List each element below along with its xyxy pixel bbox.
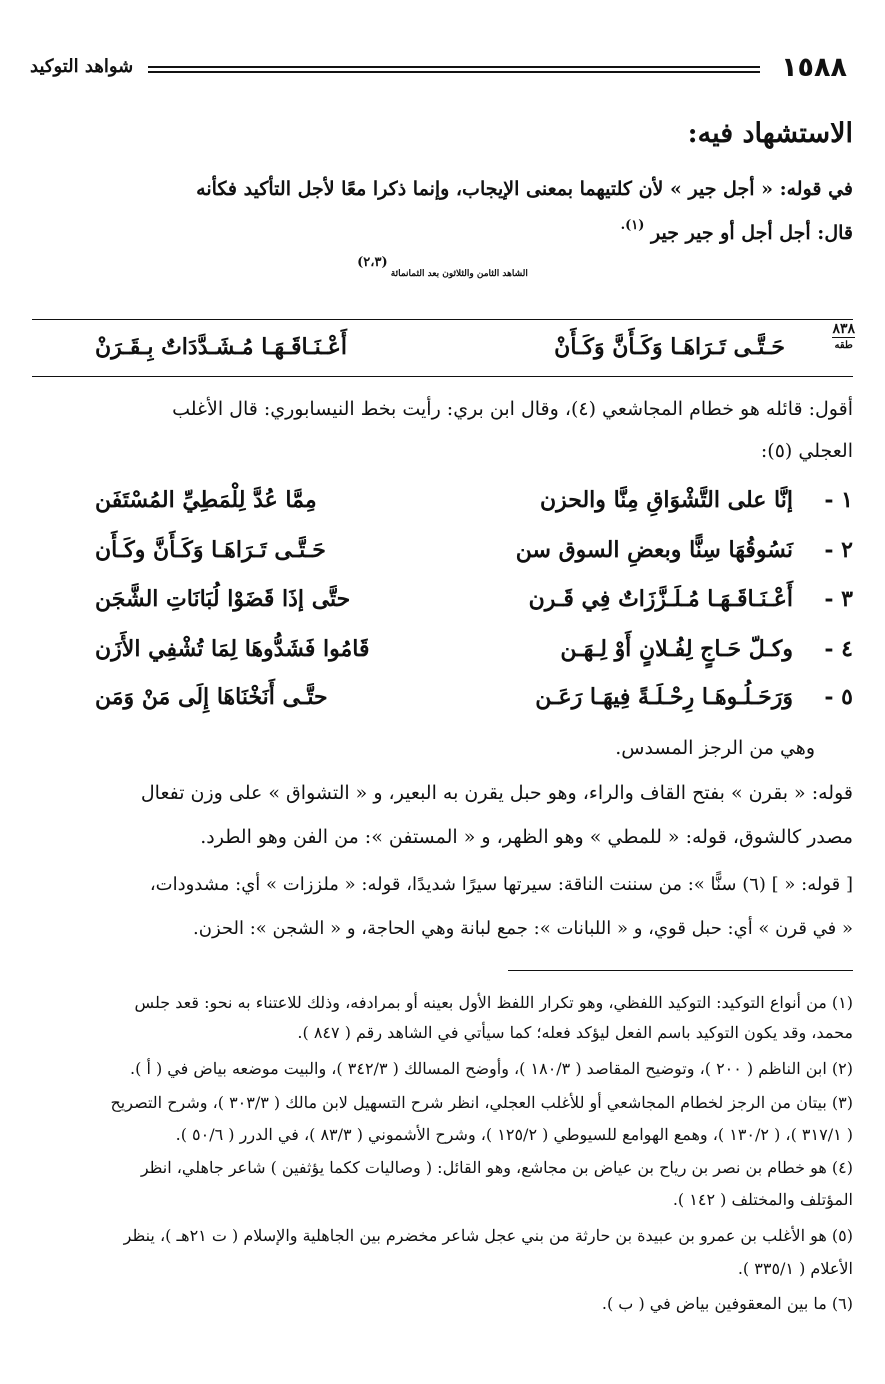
footnote-line: ( ٣١٧/١ )، ( ١٣٠/٢ )، وهمع الهوامع للسيوطي ( ١٢٥/٢ )، وشرح الأشموني ( ٨٣/٣ )، في الدرر ( ٥٠/٦ ). — [175, 1125, 853, 1144]
verse-number-value: ٨٣٨ — [832, 321, 855, 337]
commentary-line-2: مصدر كالشوق، قوله: « للمطي » وهو الظهر، و « المستفن »: من الفن وهو الطرد. — [200, 826, 853, 848]
attribution-line-1: أقول: قائله هو خطام المجاشعي (٤)، وقال ابن بري: رأيت بخط النيسابوري: قال الأغلب — [172, 398, 853, 420]
footnote-line: (٤) هو خطام بن نصر بن رياح بن عياض بن مجاشع، وهو القائل: ( وصاليات ككما يؤثفين ) شاعر جاهلي، انظر — [140, 1158, 853, 1177]
footnote-line: (٣) بيتان من الرجز لخطام المجاشعي أو للأغلب العجلي، انظر شرح التسهيل لابن مالك ( ٣٠٣/٣ )، وشرح التصريح — [110, 1093, 853, 1112]
poem-line-1-num: ١ - — [824, 487, 853, 513]
verse-number — [832, 322, 855, 353]
footnote-line: الأعلام ( ٣٣٥/١ ). — [737, 1259, 853, 1278]
poem-line-3-first: أَعْـنَـاقَـهَـا مُـلَـزَّزَاتٌ فِي قَـرن — [528, 586, 793, 612]
poem-line-4-first: وكـلّ حَـاجٍ لِفُـلانٍ أَوْ لِـهَـن — [560, 636, 793, 662]
verse-number-label: طقه — [834, 340, 853, 351]
poem-line-3-num: ٣ - — [824, 586, 853, 612]
poem-line-2-first: نَسُوقُهَا سِنًّا وبعضِ السوق سن — [515, 537, 793, 563]
page-number: ١٥٨٨ — [781, 52, 847, 83]
intro-line-2 — [620, 218, 853, 244]
poem-line-4-second: قَامُوا فَشَدُّوهَا لِمَا تُشْفِي الأَزَن — [95, 636, 370, 662]
header-rule-top — [148, 66, 760, 68]
intro-line-2-text: قال: أجل أجل أو جير جير — [651, 222, 853, 244]
intro-line-1: في قوله: « أجل جير » لأن كلتيهما بمعنى الإيجاب، وإنما ذكرا معًا لأجل التأكيد فكأنه — [196, 178, 853, 200]
header-rule-bottom — [148, 71, 760, 73]
witness-title — [0, 255, 885, 280]
footnote-line: (٥) هو الأغلب بن عمرو بن عبيدة بن حارثة من بني عجل شاعر مخضرم بين الجاهلية والإسلام ( ت ٢١هـ )، ينظر — [123, 1226, 853, 1245]
footnote-ref-2-3[interactable]: (٢،٣) — [357, 255, 388, 270]
section-heading: الاستشهاد فيه: — [687, 118, 853, 149]
footnote-line: (١) من أنواع التوكيد: التوكيد اللفظي، وهو تكرار اللفظ الأول بعينه أو بمرادفه، وذلك للاعتناء به نحو: قعد جلس — [134, 993, 853, 1012]
running-title: شواهد التوكيد — [30, 56, 134, 77]
verse-hemistich-2: أَعْـنَـاقَـهَـا مُـشَـدَّدَاتٌ بِـقَـرَنْ — [95, 334, 347, 360]
poem-line-5-first: وَرَحَـلُـوهَـا رِحْـلَـةً فِيهَـا رَعَـن — [535, 684, 793, 710]
poem-line-5-second: حتَّـى أَنَخْنَاهَا إِلَى مَنْ وَمَن — [95, 684, 328, 710]
footnote-line: (٢) ابن الناظم ( ٢٠٠ )، وتوضيح المقاصد ( ١٨٠/٣ )، وأوضح المسالك ( ٣٤٢/٣ )، والبيت موضعه بياض في ( أ ). — [130, 1059, 853, 1078]
witness-title-text: الشاهد الثامن والثلاثون بعد الثمانمائة — [390, 269, 528, 279]
poem-line-1-first: إنَّا على التَّشْوَاقِ مِنَّا والحزن — [539, 487, 793, 513]
verse-rule-bottom — [32, 376, 853, 377]
footnote-line: (٦) ما بين المعقوفين بياض في ( ب ). — [601, 1294, 853, 1313]
commentary-line-4: « في قرن » أي: حبل قوي، و « اللبانات »: جمع لبانة وهي الحاجة، و « الشجن »: الحزن. — [193, 918, 853, 939]
meter-note: وهي من الرجز المسدس. — [615, 737, 815, 759]
commentary-line-3: [ قوله: « ] (٦) سنًّا »: من سننت الناقة: سيرتها سيرًا شديدًا، قوله: « ملززات » أي: مشدودات، — [149, 874, 853, 895]
footnote-separator — [508, 970, 853, 971]
verse-rule-top — [32, 319, 853, 320]
verse-hemistich-1: حَـتَّـى تَـرَاهَـا وَكَـأَنَّ وَكَـأَنْ — [554, 334, 785, 360]
poem-line-1-second: مِمَّا عُدَّ لِلْمَطِيِّ المُسْتَفَن — [95, 487, 317, 513]
poem-line-4-num: ٤ - — [824, 636, 853, 662]
footnote-ref-1[interactable]: (١). — [620, 218, 645, 233]
footnote-line: المؤتلف والمختلف ( ١٤٢ ). — [672, 1190, 853, 1209]
footnote-line: محمد، وقد يكون التوكيد باسم الفعل ليؤكد فعله؛ كما سيأتي في الشاهد رقم ( ٨٤٧ ). — [297, 1023, 853, 1042]
poem-line-5-num: ٥ - — [824, 684, 853, 710]
poem-line-3-second: حتَّى إذَا قَضَوْا لُبَانَاتِ الشَّجَن — [95, 586, 351, 612]
poem-line-2-second: حَـتَّـى تَـرَاهَـا وَكَـأَنَّ وكَـأَن — [95, 537, 326, 563]
commentary-line-1: قوله: « بقرن » بفتح القاف والراء، وهو حبل يقرن به البعير، و « التشواق » على وزن تفعال — [140, 782, 853, 804]
attribution-line-2: العجلي (٥): — [760, 440, 853, 462]
poem-line-2-num: ٢ - — [824, 537, 853, 563]
